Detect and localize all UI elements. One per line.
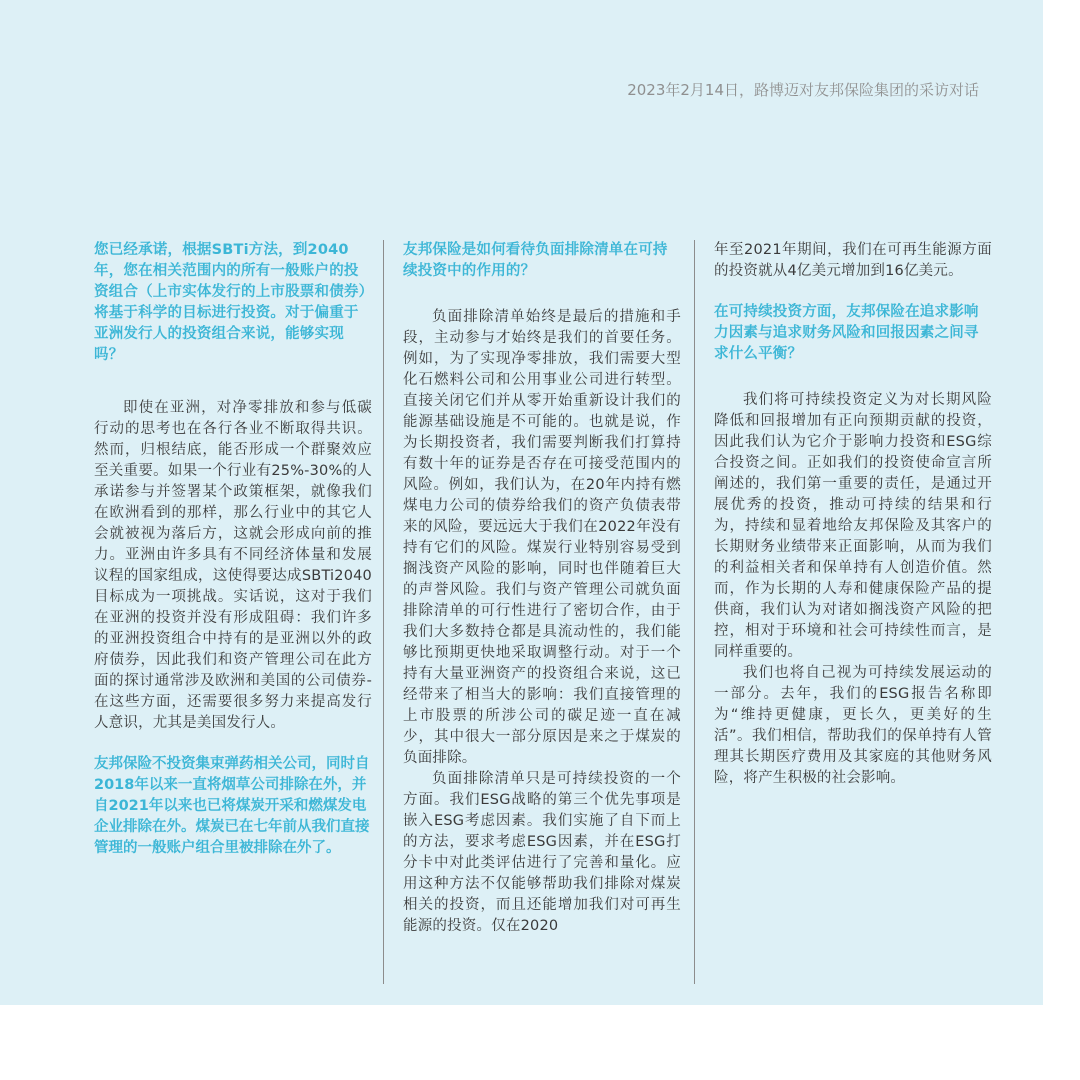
answer-sbti: 即使在亚洲，对净零排放和参与低碳行动的思考也在各行各业不断取得共识。然而，归根结底，能否形成一个群聚效应至关重要。如果一个行业有25%-30%的人承诺参与并签署某个政策框架，就像我们在欧洲看到的那样，那么行业中的其它人会就被视为落后方，这就会形成向前的推力。亚洲由许多具有不同经济体量和发展议程的国家组成，这使得要达成SBTi2040目标成为一项挑战。实话说，这对于我们在亚洲的投资并没有形成阻碍：我们许多的亚洲投资组合中持有的是亚洲以外的政府债券，因此我们和资产管理公司在此方面的探讨通常涉及欧洲和美国的公司债券-在这些方面，还需要很多努力来提高发行人意识，尤其是美国发行人。 [94,400,372,731]
interview-caption: 2023年2月14日，路博迈对友邦保险集团的采访对话 [627,81,979,99]
answer-impact-balance: 我们将可持续投资定义为对长期风险降低和回报增加有正向预期贡献的投资，因此我们认为它介于影响力投资和ESG综合投资之间。正如我们的投资使命宣言所阐述的，我们第一重要的责任，是通过开展优秀的投资，推动可持续的结果和行为，持续和显着地给友邦保险及其客户的长期财务业绩带来正面影响，从而为我们的利益相关者和保单持有人创造价值。然而，作为长期的人寿和健康保险产品的提供商，我们认为对诸如搁浅资产风险的把控，相对于环境和社会可持续性而言，是同样重要的。 [714,392,992,660]
column-3 [714,240,992,789]
column-2 [403,240,681,937]
question-impact-balance: 在可持续投资方面，友邦保险在追求影响力因素与追求财务风险和回报因素之间寻求什么平衡？ [714,304,979,362]
renewables-continuation: 年至2021年期间，我们在可再生能源方面的投资就从4亿美元增加到16亿美元。 [714,242,992,279]
answer-esg-integration: 负面排除清单只是可持续投资的一个方面。我们ESG战略的第三个优先事项是嵌入ESG考虑因素。我们实施了自下而上的方法，要求考虑ESG因素，并在ESG打分卡中对此类评估进行了完善和量化。应用这种方法不仅能够帮助我们排除对煤炭相关的投资，而且还能增加我们对可再生能源的投资。仅在2020 [403,771,681,934]
answer-negative-screening: 负面排除清单始终是最后的措施和手段，主动参与才始终是我们的首要任务。例如，为了实现净零排放，我们需要大型化石燃料公司和公用事业公司进行转型。直接关闭它们并从零开始重新设计我们的能源基础设施是不可能的。也就是说，作为长期投资者，我们需要判断我们打算持有数十年的证券是否存在可接受范围内的风险。例如，我们认为，在20年内持有燃煤电力公司的债券给我们的资产负债表带来的风险，要远远大于我们在2022年没有持有它们的风险。煤炭行业特别容易受到搁浅资产风险的影响，同时也伴随着巨大的声誉风险。我们与资产管理公司就负面排除清单的可行性进行了密切合作，由于我们大多数持仓都是具流动性的，我们能够比预期更快地采取调整行动。对于一个持有大量亚洲资产的投资组合来说，这已经带来了相当大的影响：我们直接管理的上市股票的所涉公司的碳足迹一直在减少，其中很大一部分原因是来之于煤炭的负面排除。 [403,309,681,766]
column-divider-2 [694,240,695,984]
column-1 [94,240,372,859]
column-divider-1 [383,240,384,984]
exclusion-callout: 友邦保险不投资集束弹药相关公司，同时自2018年以来一直将烟草公司排除在外，并自2021年以来也已将煤炭开采和燃煤发电企业排除在外。煤炭已在七年前从我们直接管理的一般账户组合里被排除在外了。 [94,756,370,856]
question-sbti: 您已经承诺，根据SBTi方法，到2040年，您在相关范围内的所有一般账户的投资组合（上市实体发行的上市股票和债券）将基于科学的目标进行投资。对于偏重于亚洲发行人的投资组合来说，能够实现吗？ [94,242,367,363]
question-negative-screening: 友邦保险是如何看待负面排除清单在可持续投资中的作用的？ [403,242,668,279]
answer-sustainability-movement: 我们也将自己视为可持续发展运动的一部分。去年，我们的ESG报告名称即为“维持更健康，更长久，更美好的生活”。我们相信，帮助我们的保单持有人管理其长期医疗费用及其家庭的其他财务风险，将产生积极的社会影响。 [714,665,992,786]
